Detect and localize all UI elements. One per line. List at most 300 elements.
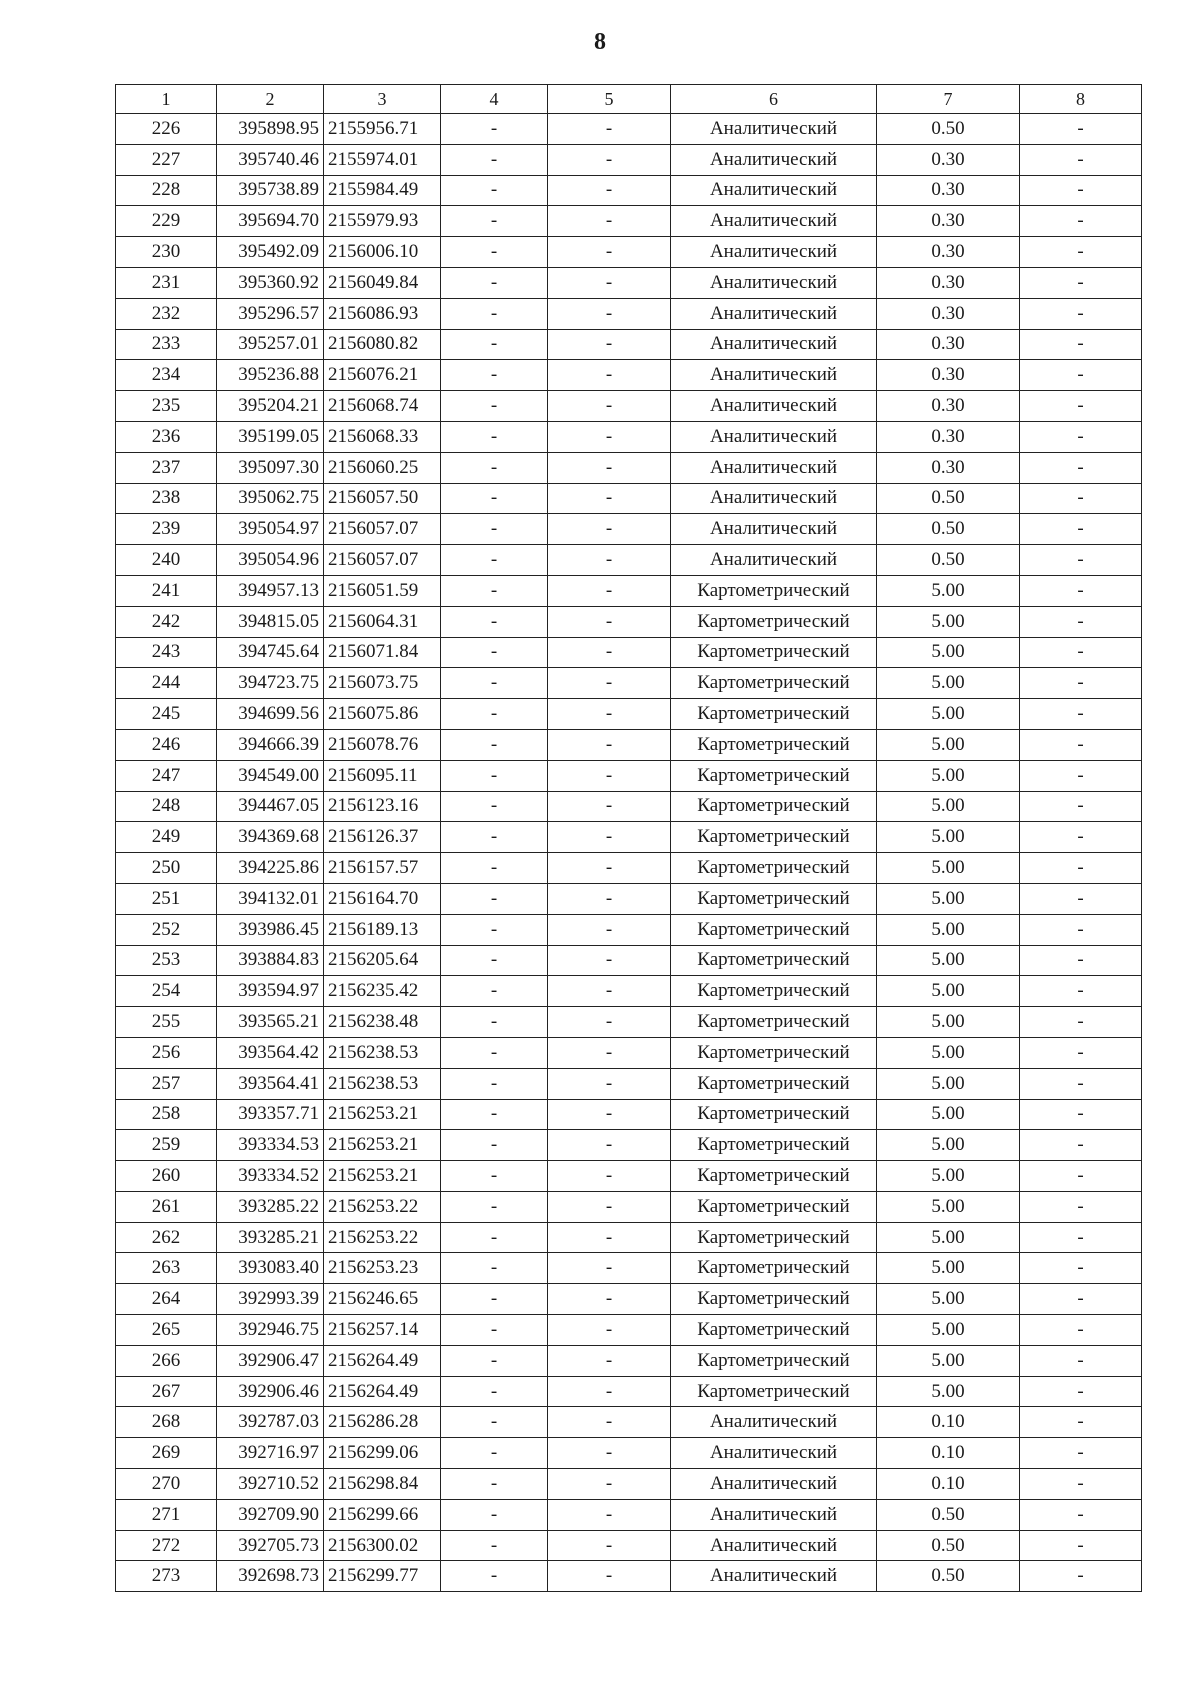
accuracy-cell: 5.00 xyxy=(877,1222,1020,1253)
accuracy-cell: 5.00 xyxy=(877,1130,1020,1161)
col-5-cell: - xyxy=(548,853,671,884)
col-8-cell: - xyxy=(1020,1561,1142,1592)
table-row xyxy=(116,329,1142,360)
y-coordinate-cell: 2156126.37 xyxy=(324,822,441,853)
table-row xyxy=(116,1161,1142,1192)
point-number-cell: 240 xyxy=(116,545,217,576)
accuracy-cell: 0.30 xyxy=(877,237,1020,268)
method-cell: Аналитический xyxy=(671,267,877,298)
col-5-cell: - xyxy=(548,699,671,730)
col-4-cell: - xyxy=(441,976,548,1007)
col-8-cell: - xyxy=(1020,883,1142,914)
point-number-cell: 259 xyxy=(116,1130,217,1161)
col-8-cell: - xyxy=(1020,1530,1142,1561)
point-number-cell: 246 xyxy=(116,729,217,760)
col-5-cell: - xyxy=(548,421,671,452)
table-row xyxy=(116,267,1142,298)
col-8-cell: - xyxy=(1020,298,1142,329)
method-cell: Аналитический xyxy=(671,1499,877,1530)
col-8-cell: - xyxy=(1020,760,1142,791)
table-row xyxy=(116,175,1142,206)
y-coordinate-cell: 2156057.50 xyxy=(324,483,441,514)
x-coordinate-cell: 392698.73 xyxy=(217,1561,324,1592)
point-number-cell: 272 xyxy=(116,1530,217,1561)
col-5-cell: - xyxy=(548,1191,671,1222)
point-number-cell: 250 xyxy=(116,853,217,884)
table-row xyxy=(116,514,1142,545)
method-cell: Аналитический xyxy=(671,1438,877,1469)
y-coordinate-cell: 2156095.11 xyxy=(324,760,441,791)
col-5-cell: - xyxy=(548,267,671,298)
col-8-cell: - xyxy=(1020,1499,1142,1530)
method-cell: Картометрический xyxy=(671,606,877,637)
col-4-cell: - xyxy=(441,1345,548,1376)
x-coordinate-cell: 394549.00 xyxy=(217,760,324,791)
method-cell: Аналитический xyxy=(671,206,877,237)
point-number-cell: 255 xyxy=(116,1007,217,1038)
y-coordinate-cell: 2156189.13 xyxy=(324,914,441,945)
header-cell: 1 xyxy=(116,85,217,114)
method-cell: Аналитический xyxy=(671,114,877,145)
col-4-cell: - xyxy=(441,1007,548,1038)
method-cell: Картометрический xyxy=(671,945,877,976)
col-8-cell: - xyxy=(1020,237,1142,268)
header-cell: 2 xyxy=(217,85,324,114)
point-number-cell: 271 xyxy=(116,1499,217,1530)
method-cell: Картометрический xyxy=(671,1345,877,1376)
accuracy-cell: 0.10 xyxy=(877,1438,1020,1469)
accuracy-cell: 0.30 xyxy=(877,329,1020,360)
point-number-cell: 227 xyxy=(116,144,217,175)
x-coordinate-cell: 395360.92 xyxy=(217,267,324,298)
x-coordinate-cell: 394957.13 xyxy=(217,575,324,606)
col-5-cell: - xyxy=(548,237,671,268)
method-cell: Картометрический xyxy=(671,914,877,945)
x-coordinate-cell: 395492.09 xyxy=(217,237,324,268)
col-8-cell: - xyxy=(1020,1099,1142,1130)
method-cell: Картометрический xyxy=(671,1315,877,1346)
table-row xyxy=(116,206,1142,237)
y-coordinate-cell: 2156238.53 xyxy=(324,1068,441,1099)
col-8-cell: - xyxy=(1020,976,1142,1007)
col-4-cell: - xyxy=(441,1376,548,1407)
col-4-cell: - xyxy=(441,1530,548,1561)
accuracy-cell: 0.50 xyxy=(877,545,1020,576)
accuracy-cell: 0.30 xyxy=(877,421,1020,452)
table-row xyxy=(116,729,1142,760)
x-coordinate-cell: 394467.05 xyxy=(217,791,324,822)
y-coordinate-cell: 2156253.21 xyxy=(324,1099,441,1130)
x-coordinate-cell: 395054.97 xyxy=(217,514,324,545)
table-row xyxy=(116,575,1142,606)
method-cell: Картометрический xyxy=(671,1284,877,1315)
y-coordinate-cell: 2155979.93 xyxy=(324,206,441,237)
table-row xyxy=(116,1037,1142,1068)
col-5-cell: - xyxy=(548,606,671,637)
x-coordinate-cell: 392993.39 xyxy=(217,1284,324,1315)
y-coordinate-cell: 2156071.84 xyxy=(324,637,441,668)
method-cell: Картометрический xyxy=(671,1037,877,1068)
col-4-cell: - xyxy=(441,1253,548,1284)
accuracy-cell: 5.00 xyxy=(877,1345,1020,1376)
col-5-cell: - xyxy=(548,1315,671,1346)
col-5-cell: - xyxy=(548,391,671,422)
method-cell: Картометрический xyxy=(671,699,877,730)
col-4-cell: - xyxy=(441,114,548,145)
table-row xyxy=(116,421,1142,452)
col-4-cell: - xyxy=(441,822,548,853)
col-4-cell: - xyxy=(441,237,548,268)
col-5-cell: - xyxy=(548,298,671,329)
accuracy-cell: 5.00 xyxy=(877,1037,1020,1068)
accuracy-cell: 0.30 xyxy=(877,144,1020,175)
col-8-cell: - xyxy=(1020,206,1142,237)
point-number-cell: 245 xyxy=(116,699,217,730)
col-5-cell: - xyxy=(548,1530,671,1561)
col-8-cell: - xyxy=(1020,1007,1142,1038)
table-row xyxy=(116,853,1142,884)
col-4-cell: - xyxy=(441,1099,548,1130)
method-cell: Аналитический xyxy=(671,1530,877,1561)
point-number-cell: 237 xyxy=(116,452,217,483)
col-4-cell: - xyxy=(441,1284,548,1315)
col-5-cell: - xyxy=(548,452,671,483)
col-4-cell: - xyxy=(441,1161,548,1192)
x-coordinate-cell: 395694.70 xyxy=(217,206,324,237)
accuracy-cell: 5.00 xyxy=(877,1191,1020,1222)
x-coordinate-cell: 393564.42 xyxy=(217,1037,324,1068)
accuracy-cell: 5.00 xyxy=(877,575,1020,606)
table-row xyxy=(116,976,1142,1007)
table-row xyxy=(116,914,1142,945)
table-row xyxy=(116,144,1142,175)
col-5-cell: - xyxy=(548,545,671,576)
col-8-cell: - xyxy=(1020,1222,1142,1253)
col-8-cell: - xyxy=(1020,1037,1142,1068)
col-4-cell: - xyxy=(441,1499,548,1530)
y-coordinate-cell: 2156051.59 xyxy=(324,575,441,606)
col-8-cell: - xyxy=(1020,945,1142,976)
col-5-cell: - xyxy=(548,1007,671,1038)
x-coordinate-cell: 394815.05 xyxy=(217,606,324,637)
col-5-cell: - xyxy=(548,945,671,976)
accuracy-cell: 5.00 xyxy=(877,1161,1020,1192)
x-coordinate-cell: 394132.01 xyxy=(217,883,324,914)
y-coordinate-cell: 2156253.23 xyxy=(324,1253,441,1284)
accuracy-cell: 5.00 xyxy=(877,914,1020,945)
table-row xyxy=(116,637,1142,668)
y-coordinate-cell: 2156264.49 xyxy=(324,1345,441,1376)
col-4-cell: - xyxy=(441,1469,548,1500)
table-row xyxy=(116,1068,1142,1099)
point-number-cell: 234 xyxy=(116,360,217,391)
point-number-cell: 248 xyxy=(116,791,217,822)
col-8-cell: - xyxy=(1020,1284,1142,1315)
x-coordinate-cell: 393285.22 xyxy=(217,1191,324,1222)
col-8-cell: - xyxy=(1020,144,1142,175)
method-cell: Картометрический xyxy=(671,822,877,853)
table-row xyxy=(116,1376,1142,1407)
col-4-cell: - xyxy=(441,1315,548,1346)
y-coordinate-cell: 2156286.28 xyxy=(324,1407,441,1438)
x-coordinate-cell: 393357.71 xyxy=(217,1099,324,1130)
col-4-cell: - xyxy=(441,360,548,391)
accuracy-cell: 0.10 xyxy=(877,1469,1020,1500)
accuracy-cell: 0.50 xyxy=(877,483,1020,514)
x-coordinate-cell: 392705.73 xyxy=(217,1530,324,1561)
y-coordinate-cell: 2156253.21 xyxy=(324,1161,441,1192)
col-8-cell: - xyxy=(1020,1407,1142,1438)
accuracy-cell: 0.30 xyxy=(877,206,1020,237)
col-5-cell: - xyxy=(548,114,671,145)
method-cell: Картометрический xyxy=(671,1191,877,1222)
y-coordinate-cell: 2156080.82 xyxy=(324,329,441,360)
col-5-cell: - xyxy=(548,976,671,1007)
x-coordinate-cell: 395236.88 xyxy=(217,360,324,391)
col-5-cell: - xyxy=(548,1438,671,1469)
method-cell: Аналитический xyxy=(671,175,877,206)
point-number-cell: 269 xyxy=(116,1438,217,1469)
col-8-cell: - xyxy=(1020,1068,1142,1099)
accuracy-cell: 5.00 xyxy=(877,668,1020,699)
col-5-cell: - xyxy=(548,1284,671,1315)
col-8-cell: - xyxy=(1020,853,1142,884)
y-coordinate-cell: 2156238.48 xyxy=(324,1007,441,1038)
x-coordinate-cell: 395204.21 xyxy=(217,391,324,422)
y-coordinate-cell: 2156300.02 xyxy=(324,1530,441,1561)
point-number-cell: 253 xyxy=(116,945,217,976)
point-number-cell: 233 xyxy=(116,329,217,360)
method-cell: Аналитический xyxy=(671,452,877,483)
col-8-cell: - xyxy=(1020,421,1142,452)
method-cell: Картометрический xyxy=(671,976,877,1007)
col-4-cell: - xyxy=(441,1068,548,1099)
x-coordinate-cell: 392709.90 xyxy=(217,1499,324,1530)
y-coordinate-cell: 2156246.65 xyxy=(324,1284,441,1315)
x-coordinate-cell: 393565.21 xyxy=(217,1007,324,1038)
y-coordinate-cell: 2156257.14 xyxy=(324,1315,441,1346)
point-number-cell: 263 xyxy=(116,1253,217,1284)
col-4-cell: - xyxy=(441,1222,548,1253)
table-row xyxy=(116,606,1142,637)
method-cell: Аналитический xyxy=(671,298,877,329)
y-coordinate-cell: 2156253.22 xyxy=(324,1191,441,1222)
y-coordinate-cell: 2156049.84 xyxy=(324,267,441,298)
point-number-cell: 262 xyxy=(116,1222,217,1253)
header-cell: 7 xyxy=(877,85,1020,114)
col-4-cell: - xyxy=(441,175,548,206)
table-row xyxy=(116,1222,1142,1253)
y-coordinate-cell: 2156299.06 xyxy=(324,1438,441,1469)
accuracy-cell: 5.00 xyxy=(877,1376,1020,1407)
table-row xyxy=(116,1284,1142,1315)
col-8-cell: - xyxy=(1020,452,1142,483)
method-cell: Аналитический xyxy=(671,1561,877,1592)
accuracy-cell: 5.00 xyxy=(877,699,1020,730)
table-row xyxy=(116,699,1142,730)
page-number: 8 xyxy=(594,29,606,55)
accuracy-cell: 5.00 xyxy=(877,606,1020,637)
point-number-cell: 264 xyxy=(116,1284,217,1315)
accuracy-cell: 5.00 xyxy=(877,791,1020,822)
point-number-cell: 260 xyxy=(116,1161,217,1192)
y-coordinate-cell: 2156238.53 xyxy=(324,1037,441,1068)
y-coordinate-cell: 2156264.49 xyxy=(324,1376,441,1407)
col-4-cell: - xyxy=(441,206,548,237)
x-coordinate-cell: 392716.97 xyxy=(217,1438,324,1469)
method-cell: Аналитический xyxy=(671,329,877,360)
method-cell: Аналитический xyxy=(671,545,877,576)
col-5-cell: - xyxy=(548,514,671,545)
x-coordinate-cell: 395062.75 xyxy=(217,483,324,514)
accuracy-cell: 0.30 xyxy=(877,391,1020,422)
table-row xyxy=(116,391,1142,422)
col-4-cell: - xyxy=(441,760,548,791)
point-number-cell: 256 xyxy=(116,1037,217,1068)
y-coordinate-cell: 2156253.22 xyxy=(324,1222,441,1253)
table-body xyxy=(116,85,1142,1592)
table-row xyxy=(116,945,1142,976)
col-5-cell: - xyxy=(548,206,671,237)
method-cell: Картометрический xyxy=(671,1253,877,1284)
table-row xyxy=(116,1438,1142,1469)
y-coordinate-cell: 2156068.33 xyxy=(324,421,441,452)
point-number-cell: 228 xyxy=(116,175,217,206)
col-4-cell: - xyxy=(441,699,548,730)
y-coordinate-cell: 2155956.71 xyxy=(324,114,441,145)
col-5-cell: - xyxy=(548,760,671,791)
x-coordinate-cell: 393564.41 xyxy=(217,1068,324,1099)
col-5-cell: - xyxy=(548,883,671,914)
col-4-cell: - xyxy=(441,1191,548,1222)
point-number-cell: 243 xyxy=(116,637,217,668)
table-row xyxy=(116,668,1142,699)
col-8-cell: - xyxy=(1020,822,1142,853)
col-8-cell: - xyxy=(1020,1469,1142,1500)
col-4-cell: - xyxy=(441,1037,548,1068)
col-8-cell: - xyxy=(1020,391,1142,422)
col-5-cell: - xyxy=(548,729,671,760)
y-coordinate-cell: 2156086.93 xyxy=(324,298,441,329)
method-cell: Картометрический xyxy=(671,729,877,760)
method-cell: Аналитический xyxy=(671,237,877,268)
point-number-cell: 273 xyxy=(116,1561,217,1592)
col-5-cell: - xyxy=(548,822,671,853)
point-number-cell: 261 xyxy=(116,1191,217,1222)
col-5-cell: - xyxy=(548,1161,671,1192)
table-row xyxy=(116,298,1142,329)
y-coordinate-cell: 2156075.86 xyxy=(324,699,441,730)
method-cell: Картометрический xyxy=(671,668,877,699)
accuracy-cell: 5.00 xyxy=(877,945,1020,976)
col-8-cell: - xyxy=(1020,729,1142,760)
x-coordinate-cell: 395738.89 xyxy=(217,175,324,206)
method-cell: Картометрический xyxy=(671,575,877,606)
col-8-cell: - xyxy=(1020,699,1142,730)
accuracy-cell: 0.50 xyxy=(877,1561,1020,1592)
table-row xyxy=(116,822,1142,853)
y-coordinate-cell: 2156298.84 xyxy=(324,1469,441,1500)
table-row xyxy=(116,1253,1142,1284)
col-8-cell: - xyxy=(1020,1345,1142,1376)
col-5-cell: - xyxy=(548,1222,671,1253)
col-8-cell: - xyxy=(1020,360,1142,391)
table-row xyxy=(116,237,1142,268)
method-cell: Аналитический xyxy=(671,1469,877,1500)
point-number-cell: 252 xyxy=(116,914,217,945)
x-coordinate-cell: 393986.45 xyxy=(217,914,324,945)
col-4-cell: - xyxy=(441,267,548,298)
x-coordinate-cell: 393594.97 xyxy=(217,976,324,1007)
accuracy-cell: 5.00 xyxy=(877,1315,1020,1346)
point-number-cell: 249 xyxy=(116,822,217,853)
point-number-cell: 239 xyxy=(116,514,217,545)
table-row xyxy=(116,1345,1142,1376)
method-cell: Картометрический xyxy=(671,883,877,914)
accuracy-cell: 0.30 xyxy=(877,267,1020,298)
x-coordinate-cell: 394699.56 xyxy=(217,699,324,730)
col-4-cell: - xyxy=(441,945,548,976)
col-4-cell: - xyxy=(441,144,548,175)
col-4-cell: - xyxy=(441,545,548,576)
point-number-cell: 242 xyxy=(116,606,217,637)
col-4-cell: - xyxy=(441,637,548,668)
x-coordinate-cell: 392710.52 xyxy=(217,1469,324,1500)
col-8-cell: - xyxy=(1020,637,1142,668)
table-row xyxy=(116,1099,1142,1130)
x-coordinate-cell: 393334.53 xyxy=(217,1130,324,1161)
col-4-cell: - xyxy=(441,329,548,360)
col-8-cell: - xyxy=(1020,1438,1142,1469)
x-coordinate-cell: 395740.46 xyxy=(217,144,324,175)
x-coordinate-cell: 393334.52 xyxy=(217,1161,324,1192)
accuracy-cell: 5.00 xyxy=(877,1068,1020,1099)
accuracy-cell: 0.50 xyxy=(877,514,1020,545)
col-4-cell: - xyxy=(441,668,548,699)
col-4-cell: - xyxy=(441,575,548,606)
col-8-cell: - xyxy=(1020,483,1142,514)
x-coordinate-cell: 392946.75 xyxy=(217,1315,324,1346)
table-row xyxy=(116,1561,1142,1592)
accuracy-cell: 5.00 xyxy=(877,637,1020,668)
col-4-cell: - xyxy=(441,883,548,914)
col-5-cell: - xyxy=(548,1130,671,1161)
col-4-cell: - xyxy=(441,483,548,514)
accuracy-cell: 5.00 xyxy=(877,1284,1020,1315)
col-8-cell: - xyxy=(1020,114,1142,145)
col-8-cell: - xyxy=(1020,1376,1142,1407)
table-row xyxy=(116,1499,1142,1530)
col-5-cell: - xyxy=(548,144,671,175)
method-cell: Аналитический xyxy=(671,421,877,452)
accuracy-cell: 0.30 xyxy=(877,175,1020,206)
accuracy-cell: 5.00 xyxy=(877,1099,1020,1130)
col-8-cell: - xyxy=(1020,329,1142,360)
x-coordinate-cell: 395199.05 xyxy=(217,421,324,452)
col-5-cell: - xyxy=(548,1561,671,1592)
point-number-cell: 235 xyxy=(116,391,217,422)
x-coordinate-cell: 394723.75 xyxy=(217,668,324,699)
col-5-cell: - xyxy=(548,1469,671,1500)
accuracy-cell: 5.00 xyxy=(877,822,1020,853)
point-number-cell: 266 xyxy=(116,1345,217,1376)
col-8-cell: - xyxy=(1020,1253,1142,1284)
point-number-cell: 236 xyxy=(116,421,217,452)
y-coordinate-cell: 2156078.76 xyxy=(324,729,441,760)
table-header-row xyxy=(116,85,1142,114)
col-4-cell: - xyxy=(441,391,548,422)
point-number-cell: 254 xyxy=(116,976,217,1007)
